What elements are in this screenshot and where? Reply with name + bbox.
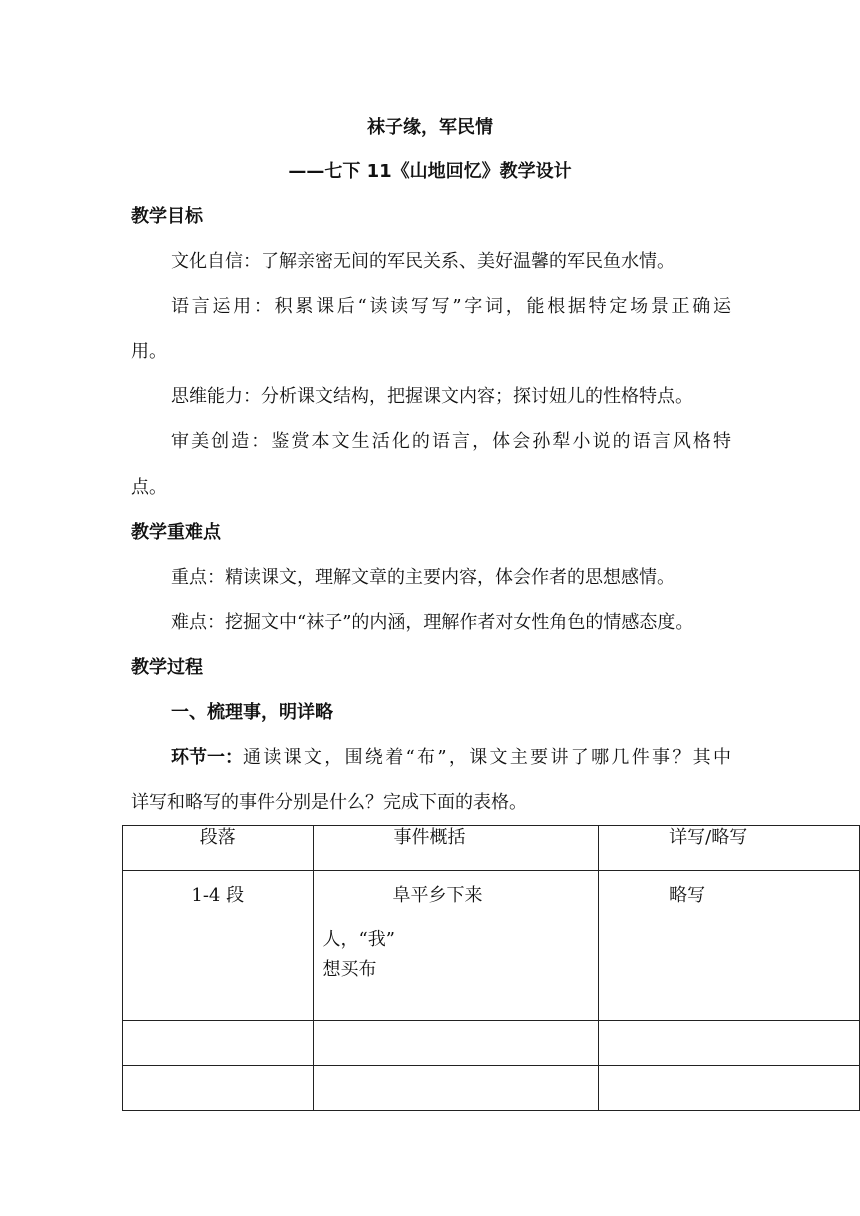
empty-cell: [123, 1066, 314, 1111]
step-one-line2: 详写和略写的事件分别是什么？完成下面的表格。: [131, 792, 527, 813]
empty-cell: [313, 1066, 599, 1111]
goals-aesthetic-line1: 审美创造：鉴赏本文生活化的语言，体会孙犁小说的语言风格特: [171, 431, 731, 452]
cell-paragraph: 1-4 段: [123, 871, 314, 1021]
section-heading-1: 一、梳理事，明详略: [171, 702, 333, 723]
step-one-line1: [171, 746, 731, 770]
doc-title: 袜子缘，军民情: [367, 117, 493, 138]
goals-aesthetic-line2: 点。: [131, 477, 167, 498]
event-line-3: 想买布: [322, 959, 377, 980]
table-row: [123, 1021, 860, 1066]
step-one-text: 通读课文，围绕着“布”，课文主要讲了哪几件事？其中: [243, 747, 731, 768]
keypoint-focus: 重点：精读课文，理解文章的主要内容，体会作者的思想感情。: [171, 567, 675, 588]
doc-subtitle: ——七下 11《山地回忆》教学设计: [288, 161, 572, 182]
event-line-1: 阜平乡下来: [392, 885, 483, 906]
cell-event-summary: [313, 871, 599, 1021]
empty-cell: [599, 1066, 860, 1111]
table-header-row: [123, 826, 860, 871]
cell-detail-type: 略写: [599, 871, 860, 1021]
empty-cell: [313, 1021, 599, 1066]
empty-cell: [123, 1021, 314, 1066]
goals-language-line1: 语言运用：积累课后“读读写写”字词，能根据特定场景正确运: [171, 296, 731, 317]
goals-language-line2: 用。: [131, 341, 167, 362]
event-line-2: 人，“我”: [322, 929, 395, 950]
table-row: [123, 1066, 860, 1111]
events-table: [122, 825, 860, 1111]
empty-cell: [599, 1021, 860, 1066]
keypoint-difficulty: 难点：挖掘文中“袜子”的内涵，理解作者对女性角色的情感态度。: [171, 612, 694, 633]
keypoints-heading: 教学重难点: [131, 522, 221, 543]
table-row: [123, 871, 860, 1021]
header-event-summary: 事件概括: [313, 826, 599, 871]
header-detail-type: 详写/略写: [599, 826, 860, 871]
goals-thinking: 思维能力：分析课文结构，把握课文内容；探讨妞儿的性格特点。: [171, 386, 693, 407]
goals-culture: 文化自信：了解亲密无间的军民关系、美好温馨的军民鱼水情。: [171, 251, 675, 272]
header-paragraph: 段落: [123, 826, 314, 871]
goals-heading: 教学目标: [131, 206, 203, 227]
process-heading: 教学过程: [131, 657, 203, 678]
step-one-label: 环节一：: [171, 747, 243, 768]
